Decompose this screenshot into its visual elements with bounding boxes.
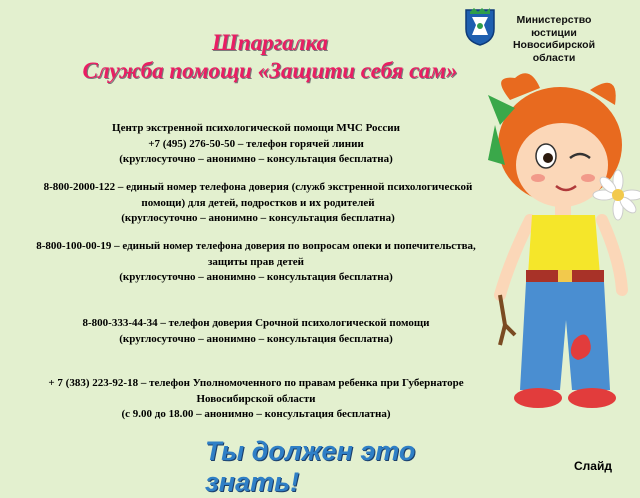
- hotline-block-ombudsman: [0, 376, 512, 423]
- hotline-block-children: [2, 180, 514, 227]
- hotline-line: 8-800-100-00-19 – единый номер телефона доверия по вопросам опеки и попечительства,: [36, 240, 476, 252]
- hotline-line: защиты прав детей: [207, 255, 304, 268]
- ministry-line: Новосибирской: [512, 39, 596, 51]
- hotline-line: 8-800-2000-122 – единый номер телефона доверия (служб экстренной психологической: [43, 181, 473, 193]
- hotline-line: + 7 (383) 223-92-18 – телефон Уполномоченного по правам ребенка при Губернаторе: [48, 377, 464, 389]
- page-subtitle: Служба помощи «Защити себя сам»: [82, 58, 458, 83]
- hotline-line: Новосибирской области: [196, 392, 316, 405]
- hotline-line: (с 9.00 до 18.00 – анонимно – консультация бесплатна): [121, 408, 391, 420]
- hotline-line: Центр экстренной психологической помощи МЧС России: [112, 122, 400, 134]
- slogan-title: Ты должен это знать!: [205, 436, 416, 497]
- hotline-block-urgent: [0, 316, 512, 347]
- hotline-block-guardianship: [0, 239, 512, 286]
- page-title: Шпаргалка: [211, 30, 329, 55]
- ministry-line: области: [532, 51, 576, 64]
- hotline-line: 8-800-333-44-34 – телефон доверия Срочной психологической помощи: [82, 317, 430, 329]
- hotline-line: (круглосуточно – анонимно – консультация бесплатна): [119, 153, 393, 165]
- slide-label: Слайд: [574, 459, 612, 473]
- ministry-line: юстиции: [531, 26, 577, 39]
- daisy-flower-icon: [590, 165, 640, 235]
- hotline-line: помощи) для детей, подростков и их родителей: [141, 196, 375, 209]
- hotline-line: (круглосуточно – анонимно – консультация бесплатна): [121, 212, 395, 224]
- cartoon-girl-illustration: [470, 70, 640, 420]
- hotline-block-mchs: [0, 121, 512, 168]
- hotline-line: +7 (495) 276-50-50 – телефон горячей линии: [148, 137, 364, 150]
- hotline-line: (круглосуточно – анонимно – консультация бесплатна): [119, 271, 393, 283]
- ministry-line: Министерство: [516, 14, 592, 26]
- hotline-line: (круглосуточно – анонимно – консультация бесплатна): [119, 332, 393, 345]
